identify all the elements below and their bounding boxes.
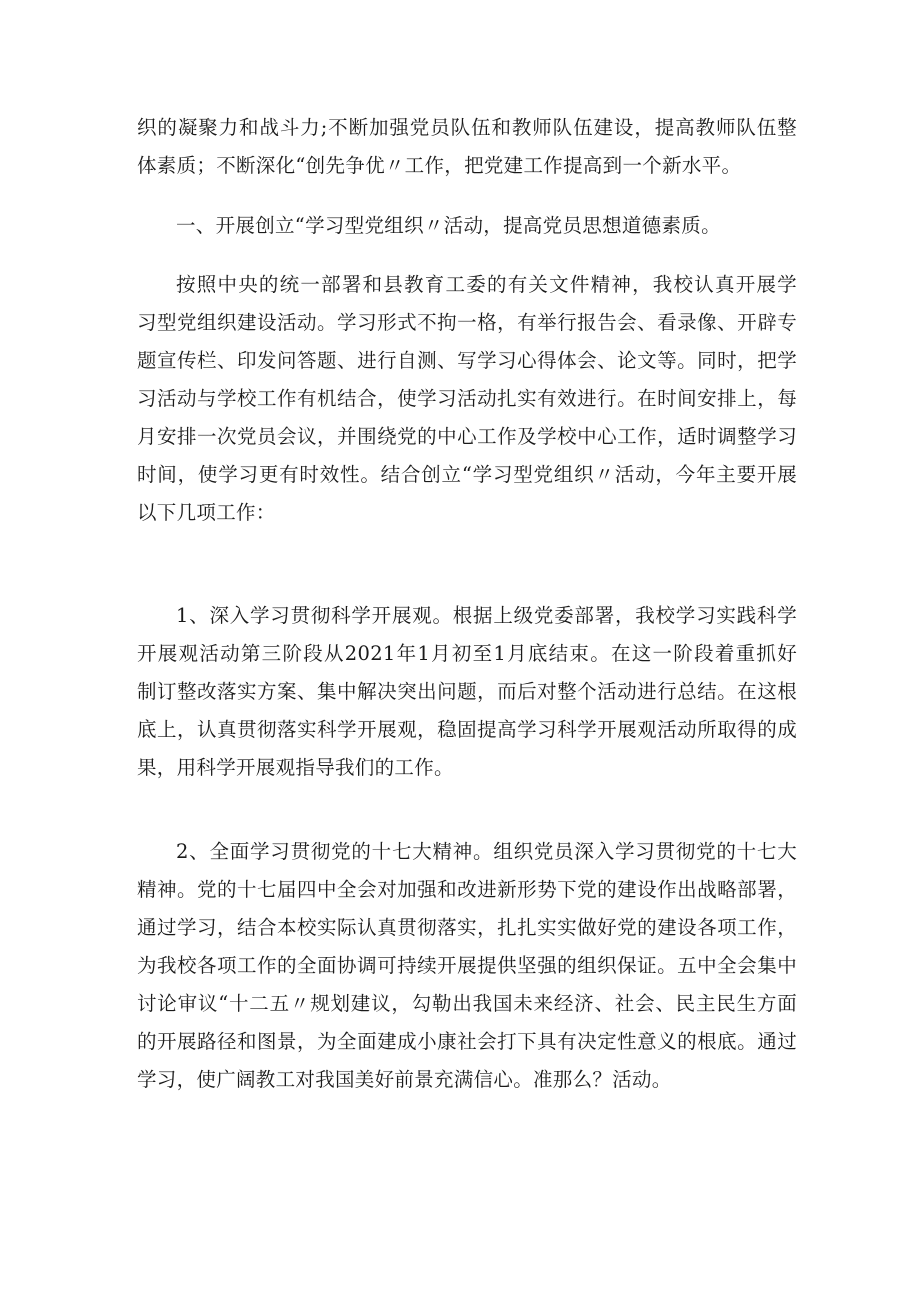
text-line: 月安排一次党员会议，并围绕党的中心工作及学校中心工作，适时调整学习 [137, 425, 797, 448]
text-line: 精神。党的十七届四中全会对加强和改进新形势下党的建设作出战略部署， [137, 878, 797, 901]
text-line: 织的凝聚力和战斗力;不断加强党员队伍和教师队伍建设，提高教师队伍整 [137, 116, 797, 139]
text-line: 开展观活动第三阶段从2021年1月初至1月底结束。在这一阶段着重抓好 [137, 642, 797, 665]
text-line: 讨论审议“十二五〃规划建议，勾勒出我国未来经济、社会、民主民生方面 [137, 992, 797, 1015]
text-line: 2、全面学习贯彻党的十七大精神。组织党员深入学习贯彻党的十七大 [176, 840, 797, 863]
paragraph-study-activities [137, 266, 797, 532]
text-line: 一、开展创立“学习型党组织〃活动，提高党员思想道德素质。 [176, 214, 721, 237]
text-line: 通过学习，结合本校实际认真贯彻落实，扎扎实实做好党的建设各项工作， [137, 916, 797, 939]
text-line: 为我校各项工作的全面协调可持续开展提供坚强的组织保证。五中全会集中 [137, 954, 797, 977]
text-line: 果，用科学开展观指导我们的工作。 [137, 756, 454, 779]
paragraph-item-1 [137, 597, 797, 787]
text-line: 底上，认真贯彻落实科学开展观，稳固提高学习科学开展观活动所取得的成 [137, 718, 797, 741]
text-line: 习型党组织建设活动。学习形式不拘一格，有举行报告会、看录像、开辟专 [137, 311, 797, 334]
paragraph-item-2 [137, 833, 797, 1099]
text-line: 习活动与学校工作有机结合，使学习活动扎实有效进行。在时间安排上，每 [137, 387, 797, 410]
text-line: 学习，使广阔教工对我国美好前景充满信心。准那么？活动。 [137, 1068, 672, 1091]
text-line: 按照中央的统一部署和县教育工委的有关文件精神，我校认真开展学 [176, 273, 797, 296]
text-line: 1、深入学习贯彻科学开展观。根据上级党委部署，我校学习实践科学 [176, 604, 797, 627]
text-line: 以下几项工作： [137, 501, 276, 524]
text-line: 时间，使学习更有时效性。结合创立“学习型党组织〃活动，今年主要开展 [137, 463, 797, 486]
section-heading [137, 207, 797, 245]
text-line: 体素质；不断深化“创先争优〃工作，把党建工作提高到一个新水平。 [137, 154, 742, 177]
paragraph-continuation [137, 109, 797, 185]
text-line: 的开展路径和图景，为全面建成小康社会打下具有决定性意义的根底。通过 [137, 1030, 797, 1053]
text-line: 制订整改落实方案、集中解决突出问题，而后对整个活动进行总结。在这根 [137, 680, 797, 703]
text-line: 题宣传栏、印发问答题、进行自测、写学习心得体会、论文等。同时，把学 [137, 349, 797, 372]
